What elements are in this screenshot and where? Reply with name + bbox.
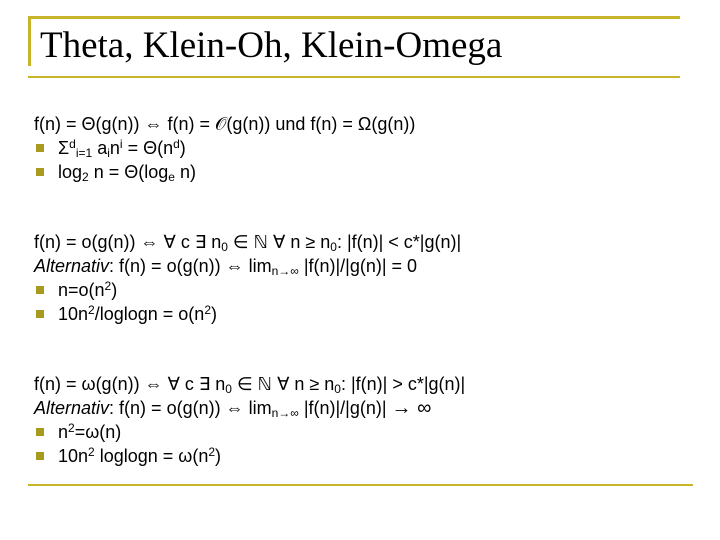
little-o-def-c: : |f(n)| < c*|g(n)|	[336, 232, 462, 252]
sum-upper-bound: d	[69, 137, 76, 151]
little-omega-definition	[34, 372, 694, 396]
little-o-definition	[34, 230, 694, 254]
little-o-alt-b: |f(n)|/|g(n)| = 0	[298, 256, 418, 276]
title-underline	[28, 76, 680, 78]
slide-body	[34, 112, 694, 468]
exponent-2: 2	[88, 303, 95, 317]
sum-lower-bound: i=1	[75, 146, 93, 160]
theta-def-part-a: f(n) = Θ(g(n)) ⇔ f(n) =	[34, 114, 216, 134]
example-text-mid: /loglogn = o(n	[94, 304, 205, 324]
coefficient-index: i	[107, 146, 110, 160]
little-o-alt-a: : f(n) = o(g(n)) ⇔ lim	[109, 256, 272, 276]
subscript-0: 0	[334, 382, 341, 396]
little-o-def-b: ∈ ℕ ∀ n ≥ n	[227, 232, 331, 252]
theta-poly: = Θ(n	[122, 138, 174, 158]
example-text: 10n	[58, 446, 89, 466]
theta-definition	[34, 112, 694, 136]
subscript-0: 0	[225, 382, 232, 396]
variable-n: n	[109, 138, 120, 158]
subscript-0: 0	[221, 240, 228, 254]
subscript-0: 0	[330, 240, 337, 254]
sigma-symbol: Σ	[58, 138, 70, 158]
exponent-2: 2	[88, 445, 95, 459]
slide-title: Theta, Klein-Oh, Klein-Omega	[40, 25, 503, 66]
example-text: 10n	[58, 304, 89, 324]
bullet-little-o-example-1	[34, 278, 694, 302]
bottom-rule	[28, 484, 693, 486]
example-text: n=o(n	[58, 280, 105, 300]
frame-left-rule	[28, 16, 31, 66]
exponent-2: 2	[208, 445, 216, 459]
example-text-end: =ω(n)	[74, 422, 122, 442]
bullet-square-icon	[36, 168, 44, 176]
coefficient: a	[92, 138, 108, 158]
bullet-square-icon	[36, 144, 44, 152]
log-equiv: n = Θ(log	[88, 162, 169, 182]
exponent-d: d	[173, 137, 180, 151]
alternativ-label: Alternativ	[34, 256, 110, 276]
tends-to-infinity: → ∞	[391, 397, 432, 419]
little-o-def-a: f(n) = o(g(n)) ⇔ ∀ c ∃ n	[34, 232, 222, 252]
bullet-square-icon	[36, 452, 44, 460]
big-o-symbol: 𝒪	[215, 114, 227, 134]
little-o-alternative	[34, 254, 694, 278]
log-end: n)	[174, 162, 196, 182]
example-text-mid: loglogn = ω(n	[94, 446, 209, 466]
log-text: log	[58, 162, 83, 182]
little-omega-def-c: : |f(n)| > c*|g(n)|	[340, 374, 466, 394]
limit-subscript: n→∞	[271, 406, 299, 420]
example-text-end: )	[215, 446, 222, 466]
bullet-square-icon	[36, 310, 44, 318]
bullet-little-omega-example-2	[34, 444, 694, 468]
log-base-2: 2	[82, 170, 89, 184]
little-omega-alternative	[34, 396, 694, 420]
example-text-end: )	[211, 304, 218, 324]
theta-def-part-b: (g(n)) und f(n) = Ω(g(n))	[226, 114, 416, 134]
example-text: n	[58, 422, 69, 442]
little-omega-def-a: f(n) = ω(g(n)) ⇔ ∀ c ∃ n	[34, 374, 226, 394]
closing-paren: )	[179, 138, 186, 158]
example-text-end: )	[111, 280, 118, 300]
log-base-e: e	[168, 170, 175, 184]
bullet-square-icon	[36, 428, 44, 436]
exponent-2: 2	[204, 303, 212, 317]
bullet-square-icon	[36, 286, 44, 294]
bullet-logarithm	[34, 160, 694, 184]
bullet-little-omega-example-1	[34, 420, 694, 444]
frame-top-rule	[28, 16, 680, 19]
alternativ-label: Alternativ	[34, 398, 110, 418]
exponent-2: 2	[104, 279, 112, 293]
exponent-i: i	[119, 137, 123, 151]
exponent-2: 2	[68, 421, 75, 435]
little-omega-alt-a: : f(n) = o(g(n)) ⇔ lim	[109, 398, 272, 418]
little-omega-alt-b: |f(n)|/|g(n)|	[298, 398, 392, 418]
bullet-polynomial	[34, 136, 694, 160]
limit-subscript: n→∞	[271, 264, 299, 278]
little-omega-def-b: ∈ ℕ ∀ n ≥ n	[231, 374, 335, 394]
bullet-little-o-example-2	[34, 302, 694, 326]
